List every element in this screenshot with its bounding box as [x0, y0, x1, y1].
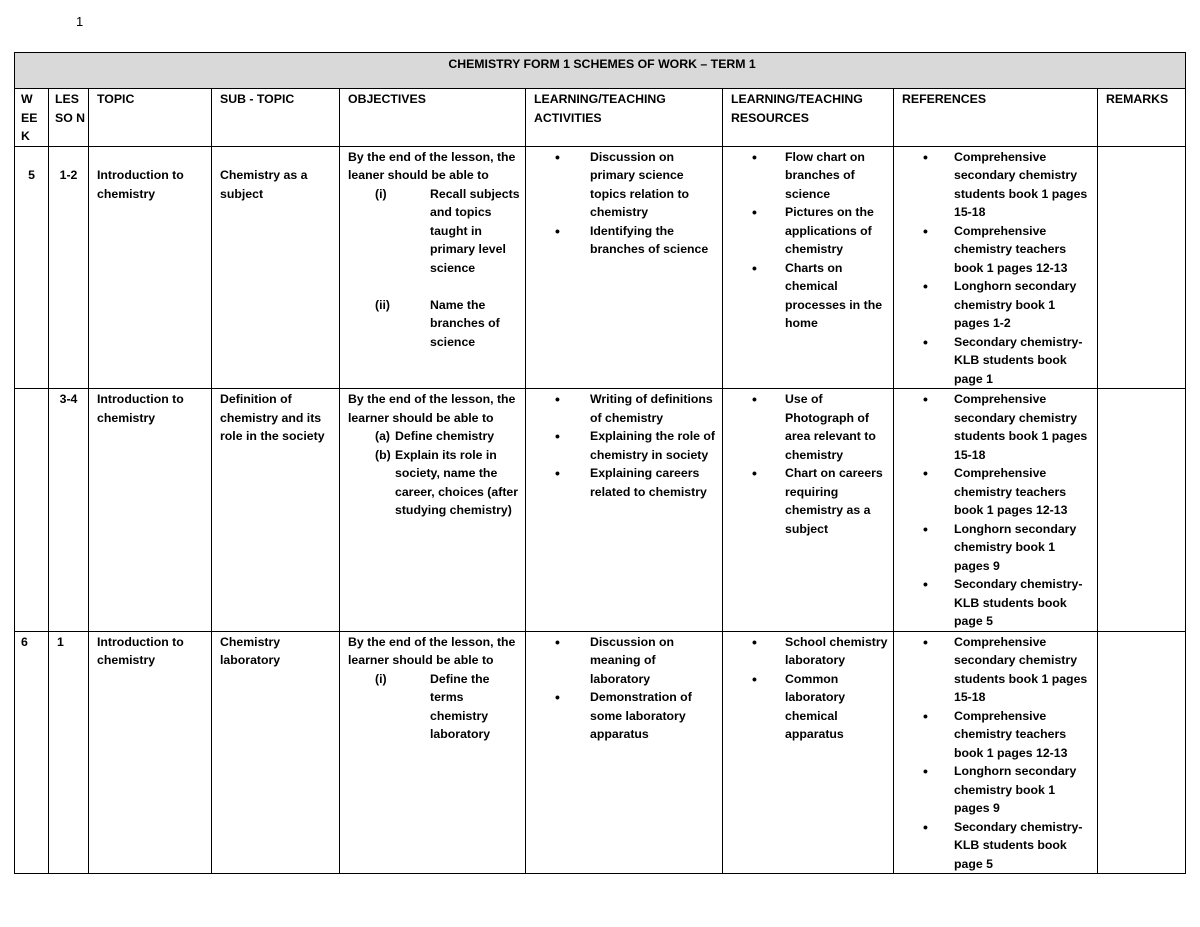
objectives-intro: By the end of the lesson, the learner should be able to	[348, 634, 516, 667]
reference-item: • Comprehensive secondary chemistry students book 1 pages 15-18	[902, 390, 1093, 464]
lesson-cell: 1	[49, 631, 89, 874]
topic-cell: Introduction to chemistry	[89, 389, 212, 632]
week-cell: 6	[15, 631, 49, 874]
activities-cell	[526, 389, 723, 632]
objective-item: (i) Recall subjects and topics taught in primary level science	[375, 186, 520, 275]
reference-item: • Longhorn secondary chemistry book 1 pages 9	[902, 520, 1093, 576]
topic-cell: Introduction to chemistry	[89, 631, 212, 874]
resource-item: • Charts on chemical processes in the home	[731, 259, 889, 333]
references-cell	[894, 631, 1098, 874]
header-remarks: REMARKS	[1098, 89, 1186, 147]
activity-item: • Demonstration of some laboratory apparatus	[534, 688, 718, 744]
remarks-cell	[1098, 389, 1186, 632]
remarks-cell	[1098, 631, 1186, 874]
resource-item: • Common laboratory chemical apparatus	[731, 670, 889, 744]
resources-cell	[723, 146, 894, 389]
objective-item: (b) Explain its role in society, name the career, choices (after studying chemistry)	[375, 447, 519, 517]
resource-item: • School chemistry laboratory	[731, 633, 889, 670]
subtopic-cell: Chemistry laboratory	[212, 631, 340, 874]
activity-item: • Writing of definitions of chemistry	[534, 390, 718, 427]
activity-item: • Discussion on meaning of laboratory	[534, 633, 718, 689]
lesson-cell: 1-2	[49, 146, 89, 389]
page-number: 1	[76, 14, 84, 29]
references-cell	[894, 146, 1098, 389]
objectives-intro: By the end of the lesson, the leaner should be able to	[348, 149, 516, 182]
objective-item: (ii) Name the branches of science	[375, 297, 500, 349]
objectives-cell	[340, 631, 526, 874]
reference-item: • Secondary chemistry-KLB students book page 5	[902, 818, 1093, 874]
activity-item: • Explaining careers related to chemistry	[534, 464, 718, 501]
resource-item: • Pictures on the applications of chemistry	[731, 203, 889, 259]
reference-item: • Comprehensive chemistry teachers book 1 pages 12-13	[902, 464, 1093, 520]
subtopic-cell: Chemistry as a subject	[212, 146, 340, 389]
resources-cell	[723, 389, 894, 632]
reference-item: • Secondary chemistry-KLB students book page 1	[902, 333, 1093, 389]
week-cell	[15, 389, 49, 632]
table-row	[15, 631, 1186, 874]
activities-cell	[526, 631, 723, 874]
subtopic-cell: Definition of chemistry and its role in the society	[212, 389, 340, 632]
scheme-of-work-table	[14, 52, 1186, 874]
resource-item: • Use of Photograph of area relevant to chemistry	[731, 390, 889, 464]
table-title: CHEMISTRY FORM 1 SCHEMES OF WORK – TERM 1	[15, 53, 1186, 89]
objective-item: (a) Define chemistry	[375, 429, 495, 443]
reference-item: • Comprehensive secondary chemistry students book 1 pages 15-18	[902, 148, 1093, 222]
reference-item: • Comprehensive chemistry teachers book 1 pages 12-13	[902, 222, 1093, 278]
reference-item: • Comprehensive secondary chemistry students book 1 pages 15-18	[902, 633, 1093, 707]
header-resources: LEARNING/TEACHING RESOURCES	[723, 89, 894, 147]
reference-item: • Secondary chemistry-KLB students book page 5	[902, 575, 1093, 631]
lesson-cell: 3-4	[49, 389, 89, 632]
table-row	[15, 146, 1186, 389]
activity-item: • Identifying the branches of science	[534, 222, 718, 259]
resources-cell	[723, 631, 894, 874]
header-objectives: OBJECTIVES	[340, 89, 526, 147]
remarks-cell	[1098, 146, 1186, 389]
activity-item: • Discussion on primary science topics relation to chemistry	[534, 148, 718, 222]
objective-item: (i) Define the terms chemistry laboratory	[375, 671, 491, 741]
objectives-cell	[340, 389, 526, 632]
activities-cell	[526, 146, 723, 389]
header-lesson: LES SO N	[49, 89, 89, 147]
reference-item: • Comprehensive chemistry teachers book 1 pages 12-13	[902, 707, 1093, 763]
resource-item: • Chart on careers requiring chemistry as a subject	[731, 464, 889, 538]
header-subtopic: SUB - TOPIC	[212, 89, 340, 147]
header-references: REFERENCES	[894, 89, 1098, 147]
reference-item: • Longhorn secondary chemistry book 1 pages 1-2	[902, 277, 1093, 333]
header-activities: LEARNING/TEACHING ACTIVITIES	[526, 89, 723, 147]
reference-item: • Longhorn secondary chemistry book 1 pages 9	[902, 762, 1093, 818]
week-cell: 5	[15, 146, 49, 389]
objectives-cell	[340, 146, 526, 389]
table-row	[15, 389, 1186, 632]
references-cell	[894, 389, 1098, 632]
resource-item: • Flow chart on branches of science	[731, 148, 889, 204]
objectives-intro: By the end of the lesson, the learner should be able to	[348, 392, 516, 425]
activity-item: • Explaining the role of chemistry in society	[534, 427, 718, 464]
topic-cell: Introduction to chemistry	[89, 146, 212, 389]
header-topic: TOPIC	[89, 89, 212, 147]
header-week: W EE K	[15, 89, 49, 147]
header-row	[15, 89, 1186, 147]
